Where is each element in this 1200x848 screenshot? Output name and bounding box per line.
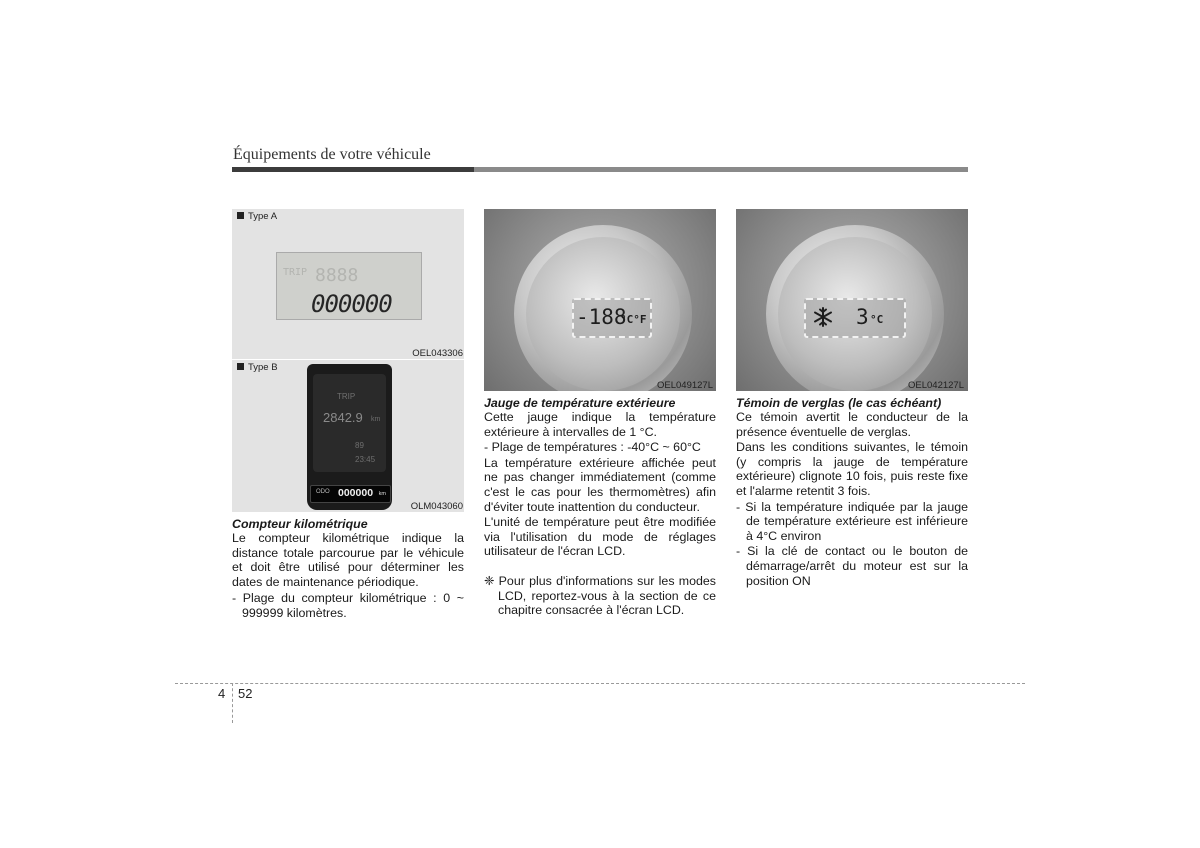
ice-warning-paragraph-2: Dans les conditions suivantes, le témoin (y compris la jauge de température extérieure) clignote 10 fois, puis reste fixe et l'alarme retentit 3 fois.: [736, 440, 968, 498]
temperature-paragraph-1: Cette jauge indique la température extérieure à intervalles de 1 °C.: [484, 410, 716, 439]
figure-code: OLM043060: [410, 501, 463, 512]
odometer-strip: [310, 485, 391, 503]
temperature-range-bullet: - Plage de températures : -40°C ~ 60°C: [484, 440, 701, 455]
ice-temperature-value: 3: [856, 305, 869, 329]
ice-warning-readout: [804, 298, 906, 338]
footer-divider: [232, 683, 233, 723]
lcd-odometer-digits: 000000: [311, 290, 392, 318]
trip-label: TRIP: [337, 392, 356, 401]
section-number: 4: [218, 686, 226, 701]
square-bullet-icon: [237, 363, 244, 370]
footer-rule: [175, 683, 1025, 684]
trip-value: 2842.9: [323, 410, 363, 425]
temperature-unit: °C°F: [620, 313, 647, 326]
figure-code: OEL043306: [412, 348, 463, 359]
column-ice-warning: [736, 396, 968, 588]
type-a-label-text: Type A: [248, 211, 278, 222]
cluster-screen: [313, 374, 386, 472]
section-title: Équipements de votre véhicule: [233, 146, 431, 163]
temperature-paragraph-3: L'unité de température peut être modifiée via l'utilisation du mode de réglages utilisateur de l'écran LCD.: [484, 515, 716, 559]
odometer-heading: Compteur kilométrique: [232, 517, 368, 531]
odometer-cluster-type-b: [307, 364, 392, 510]
odo-value: 000000: [338, 487, 374, 499]
time-value: 23:45: [355, 455, 376, 464]
square-bullet-icon: [237, 212, 244, 219]
temperature-heading: Jauge de température extérieure: [484, 396, 676, 410]
figure-code: OEL049127L: [657, 380, 713, 391]
odo-unit: km: [378, 491, 386, 497]
type-b-label-text: Type B: [248, 362, 278, 373]
snowflake-icon: [812, 306, 834, 333]
page-number: 52: [238, 686, 253, 701]
ice-temperature-unit: °C: [870, 313, 884, 326]
odo-label: ODO: [316, 489, 330, 495]
column-temperature: [484, 396, 716, 618]
ice-warning-heading: Témoin de verglas (le cas échéant): [736, 396, 942, 410]
ice-warning-bullet-1: - Si la température indiquée par la jauge de température extérieure est inférieure à 4°C environ: [736, 499, 968, 543]
lcd-ghost-trip: TRIP: [283, 267, 308, 278]
header-rule-accent: [232, 167, 474, 172]
figure-code: OEL042127L: [908, 380, 964, 391]
trip-unit: km: [371, 416, 381, 423]
figure-temperature-gauge: [484, 209, 716, 391]
lcd-ghost-digits: 8888: [315, 265, 359, 286]
temperature-paragraph-2: La température extérieure affichée peut ne pas changer immédiatement (comme c'est le cas pour les thermomètres) afin d'éviter toute inattention du conducteur.: [484, 455, 716, 514]
odometer-range-bullet: - Plage du compteur kilométrique : 0 ~ 999999 kilomètres.: [232, 591, 464, 620]
temperature-value: -188: [576, 305, 627, 329]
odometer-lcd-type-a: [276, 252, 422, 320]
ice-warning-bullet-2: - Si la clé de contact ou le bouton de démarrage/arrêt du moteur est sur la position ON: [736, 544, 968, 588]
figure-ice-warning: [736, 209, 968, 391]
odometer-paragraph: Le compteur kilométrique indique la distance totale parcourue par le véhicule et doit être utilisé pour déterminer les dates de maintenance périodique.: [232, 531, 464, 589]
type-b-label: [237, 362, 278, 373]
lcd-note: ❈ Pour plus d'informations sur les modes LCD, reportez-vous à la section de ce chapitre consacrée à l'écran LCD.: [484, 573, 716, 618]
temperature-readout: [572, 298, 652, 338]
avg-value: 89: [355, 441, 364, 450]
column-odometer: [232, 517, 464, 621]
type-a-label: [237, 211, 277, 222]
ice-warning-paragraph-1: Ce témoin avertit le conducteur de la présence éventuelle de verglas.: [736, 410, 968, 439]
